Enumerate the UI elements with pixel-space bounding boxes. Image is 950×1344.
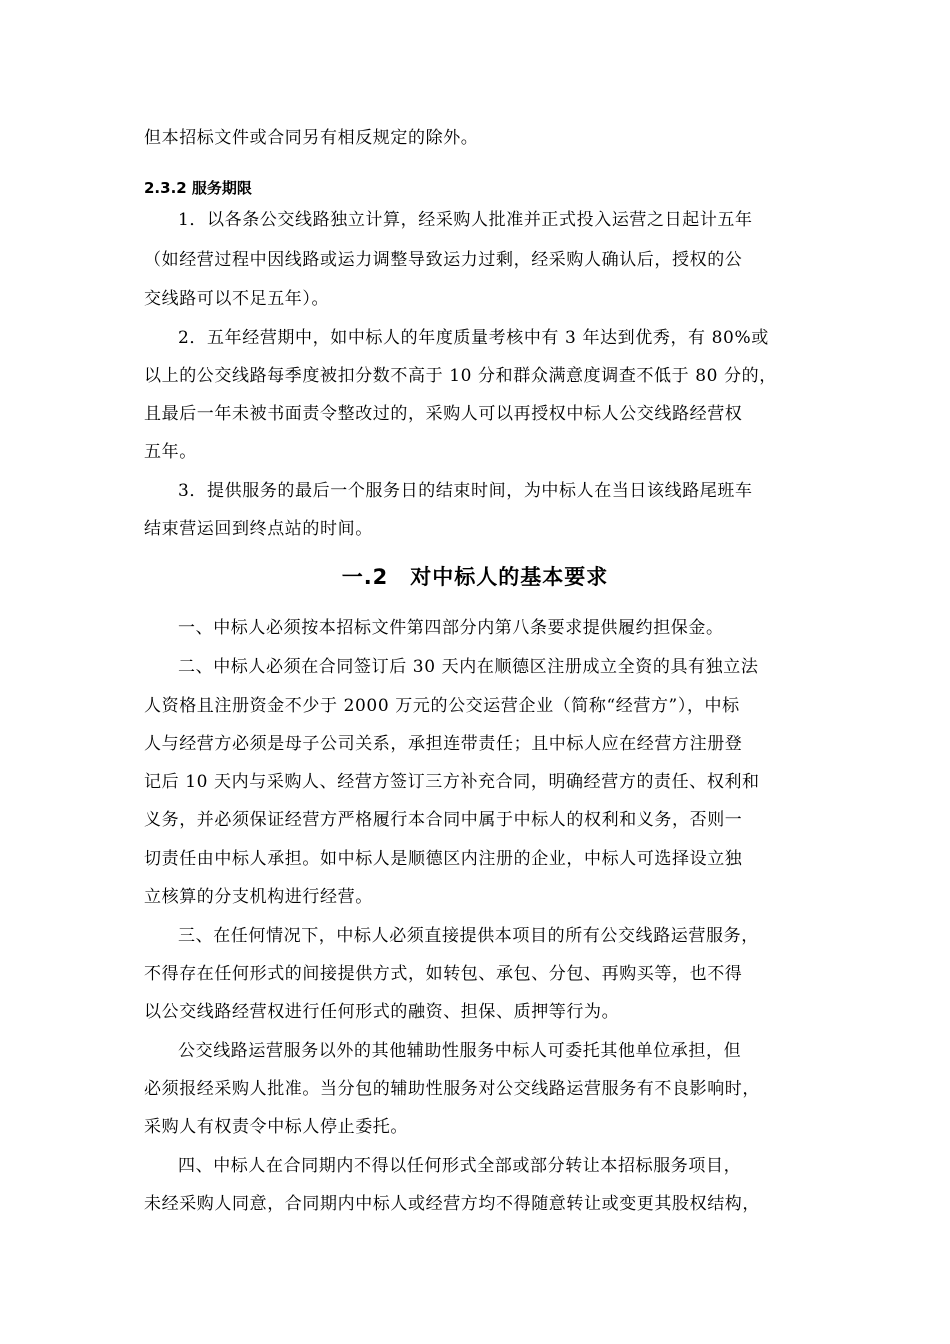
text-line: 采购人有权责令中标人停止委托。 bbox=[144, 1117, 408, 1137]
text-line: 三、在任何情况下，中标人必须直接提供本项目的所有公交线路运营服务， bbox=[178, 926, 759, 946]
text-line: 不得存在任何形式的间接提供方式，如转包、承包、分包、再购买等，也不得 bbox=[144, 964, 743, 984]
section-heading-2-3-2: 2.3.2 服务期限 bbox=[144, 179, 252, 197]
text-line: 以公交线路经营权进行任何形式的融资、担保、质押等行为。 bbox=[144, 1002, 620, 1022]
text-line: 必须报经采购人批准。当分包的辅助性服务对公交线路运营服务有不良影响时， bbox=[144, 1079, 760, 1099]
text-line: 以上的公交线路每季度被扣分数不高于 10 分和群众满意度调查不低于 80 分的， bbox=[144, 366, 777, 386]
text-line: 人资格且注册资金不少于 2000 万元的公交运营企业（简称“经营方”），中标 bbox=[144, 696, 740, 716]
text-line: 2．五年经营期中，如中标人的年度质量考核中有 3 年达到优秀，有 80%或 bbox=[178, 328, 769, 348]
text-line: 一、中标人必须按本招标文件第四部分内第八条要求提供履约担保金。 bbox=[178, 618, 724, 638]
text-line: 切责任由中标人承担。如中标人是顺德区内注册的企业，中标人可选择设立独 bbox=[144, 849, 743, 869]
text-line: 结束营运回到终点站的时间。 bbox=[144, 519, 373, 539]
text-line: 公交线路运营服务以外的其他辅助性服务中标人可委托其他单位承担，但 bbox=[178, 1041, 742, 1061]
text-line: （如经营过程中因线路或运力调整导致运力过剩，经采购人确认后，授权的公 bbox=[144, 250, 743, 270]
text-line: 1．以各条公交线路独立计算，经采购人批准并正式投入运营之日起计五年 bbox=[178, 210, 753, 230]
text-line: 但本招标文件或合同另有相反规定的除外。 bbox=[144, 128, 479, 148]
text-line: 且最后一年未被书面责令整改过的，采购人可以再授权中标人公交线路经营权 bbox=[144, 404, 743, 424]
text-line: 四、中标人在合同期内不得以任何形式全部或部分转让本招标服务项目， bbox=[178, 1156, 742, 1176]
text-line: 未经采购人同意，合同期内中标人或经营方均不得随意转让或变更其股权结构， bbox=[144, 1194, 760, 1214]
text-line: 五年。 bbox=[144, 442, 197, 462]
text-line: 立核算的分支机构进行经营。 bbox=[144, 887, 373, 907]
text-line: 交线路可以不足五年）。 bbox=[144, 289, 330, 309]
text-line: 人与经营方必须是母子公司关系，承担连带责任；且中标人应在经营方注册登 bbox=[144, 734, 743, 754]
text-line: 二、中标人必须在合同签订后 30 天内在顺德区注册成立全资的具有独立法 bbox=[178, 657, 759, 677]
text-line: 义务，并必须保证经营方严格履行本合同中属于中标人的权利和义务，否则一 bbox=[144, 810, 743, 830]
section-heading-1-2: 一.2 对中标人的基本要求 bbox=[341, 565, 609, 589]
text-line: 3．提供服务的最后一个服务日的结束时间，为中标人在当日该线路尾班车 bbox=[178, 481, 753, 501]
text-line: 记后 10 天内与采购人、经营方签订三方补充合同，明确经营方的责任、权利和 bbox=[144, 772, 760, 792]
